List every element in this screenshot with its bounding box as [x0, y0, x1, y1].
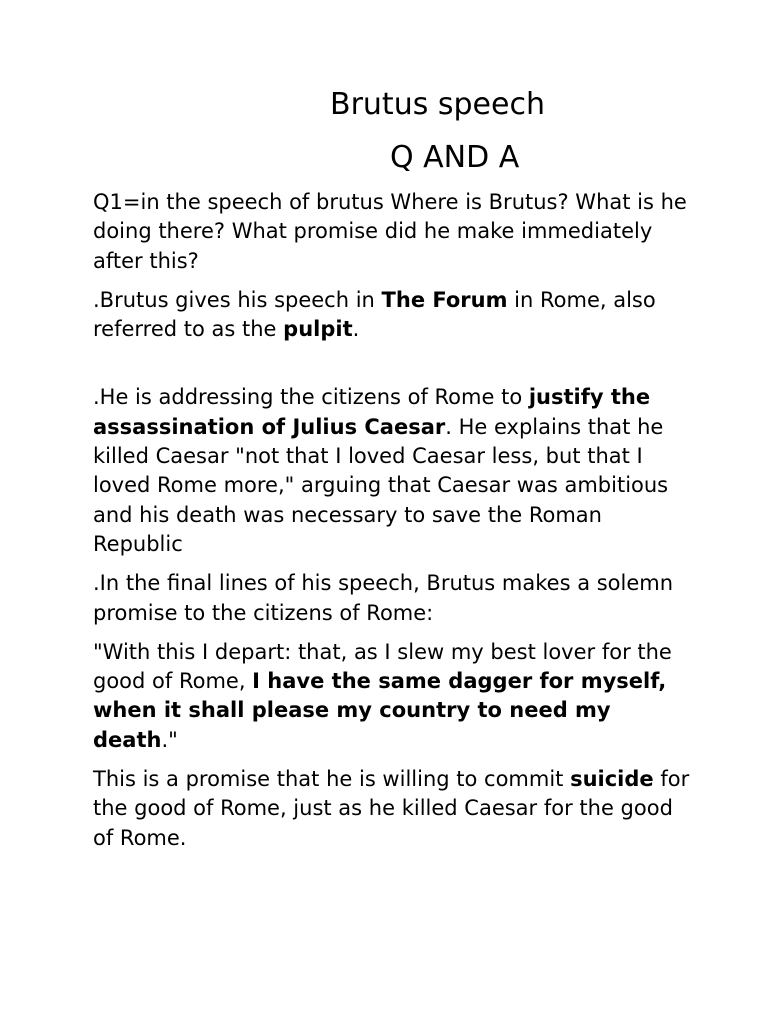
document-subtitle: Q AND A [390, 140, 520, 175]
speech-quote-text-1: "With this I depart: that, as I slew my best lover for the good of Rome, [93, 639, 672, 694]
document-body [93, 188, 693, 863]
suicide-emphasis: suicide [570, 767, 654, 792]
forum-emphasis: The Forum [381, 287, 508, 312]
speech-quote-text-2: ." [161, 727, 178, 752]
document-title: Brutus speech [330, 87, 545, 122]
dagger-emphasis: I have the same dagger for myself, when it shall please my country to need my death [93, 669, 667, 752]
answer-location-text-2: in Rome, also referred to as the [93, 287, 656, 342]
justify-emphasis: justify the assassination of Julius Caesar [93, 385, 651, 439]
answer-purpose-paragraph [93, 383, 693, 559]
answer-location-paragraph [93, 286, 693, 345]
speech-quote-paragraph [93, 638, 693, 755]
answer-conclusion-text-2: for the good of Rome, just as he killed Caesar for the good of Rome. [93, 767, 690, 850]
answer-conclusion-text-1: This is a promise that he is willing to commit [93, 767, 571, 792]
answer-purpose-text-1: .He is addressing the citizens of Rome to [93, 385, 529, 410]
answer-location-text-1: .Brutus gives his speech in [93, 287, 382, 312]
answer-purpose-text-2: . He explains that he killed Caesar "not that I loved Caesar less, but that I loved Rome more," arguing that Caesar was ambitious and his death was necessary to save the Roman Republic [93, 414, 669, 556]
answer-promise-intro-paragraph: .In the final lines of his speech, Brutus makes a solemn promise to the citizens of Rome: [93, 571, 674, 625]
answer-conclusion-paragraph [93, 765, 693, 853]
answer-location-text-3: . [352, 317, 360, 342]
pulpit-emphasis: pulpit [283, 317, 353, 342]
question-paragraph: Q1=in the speech of brutus Where is Brutus? What is he doing there? What promise did he make immediately after this? [93, 190, 687, 273]
